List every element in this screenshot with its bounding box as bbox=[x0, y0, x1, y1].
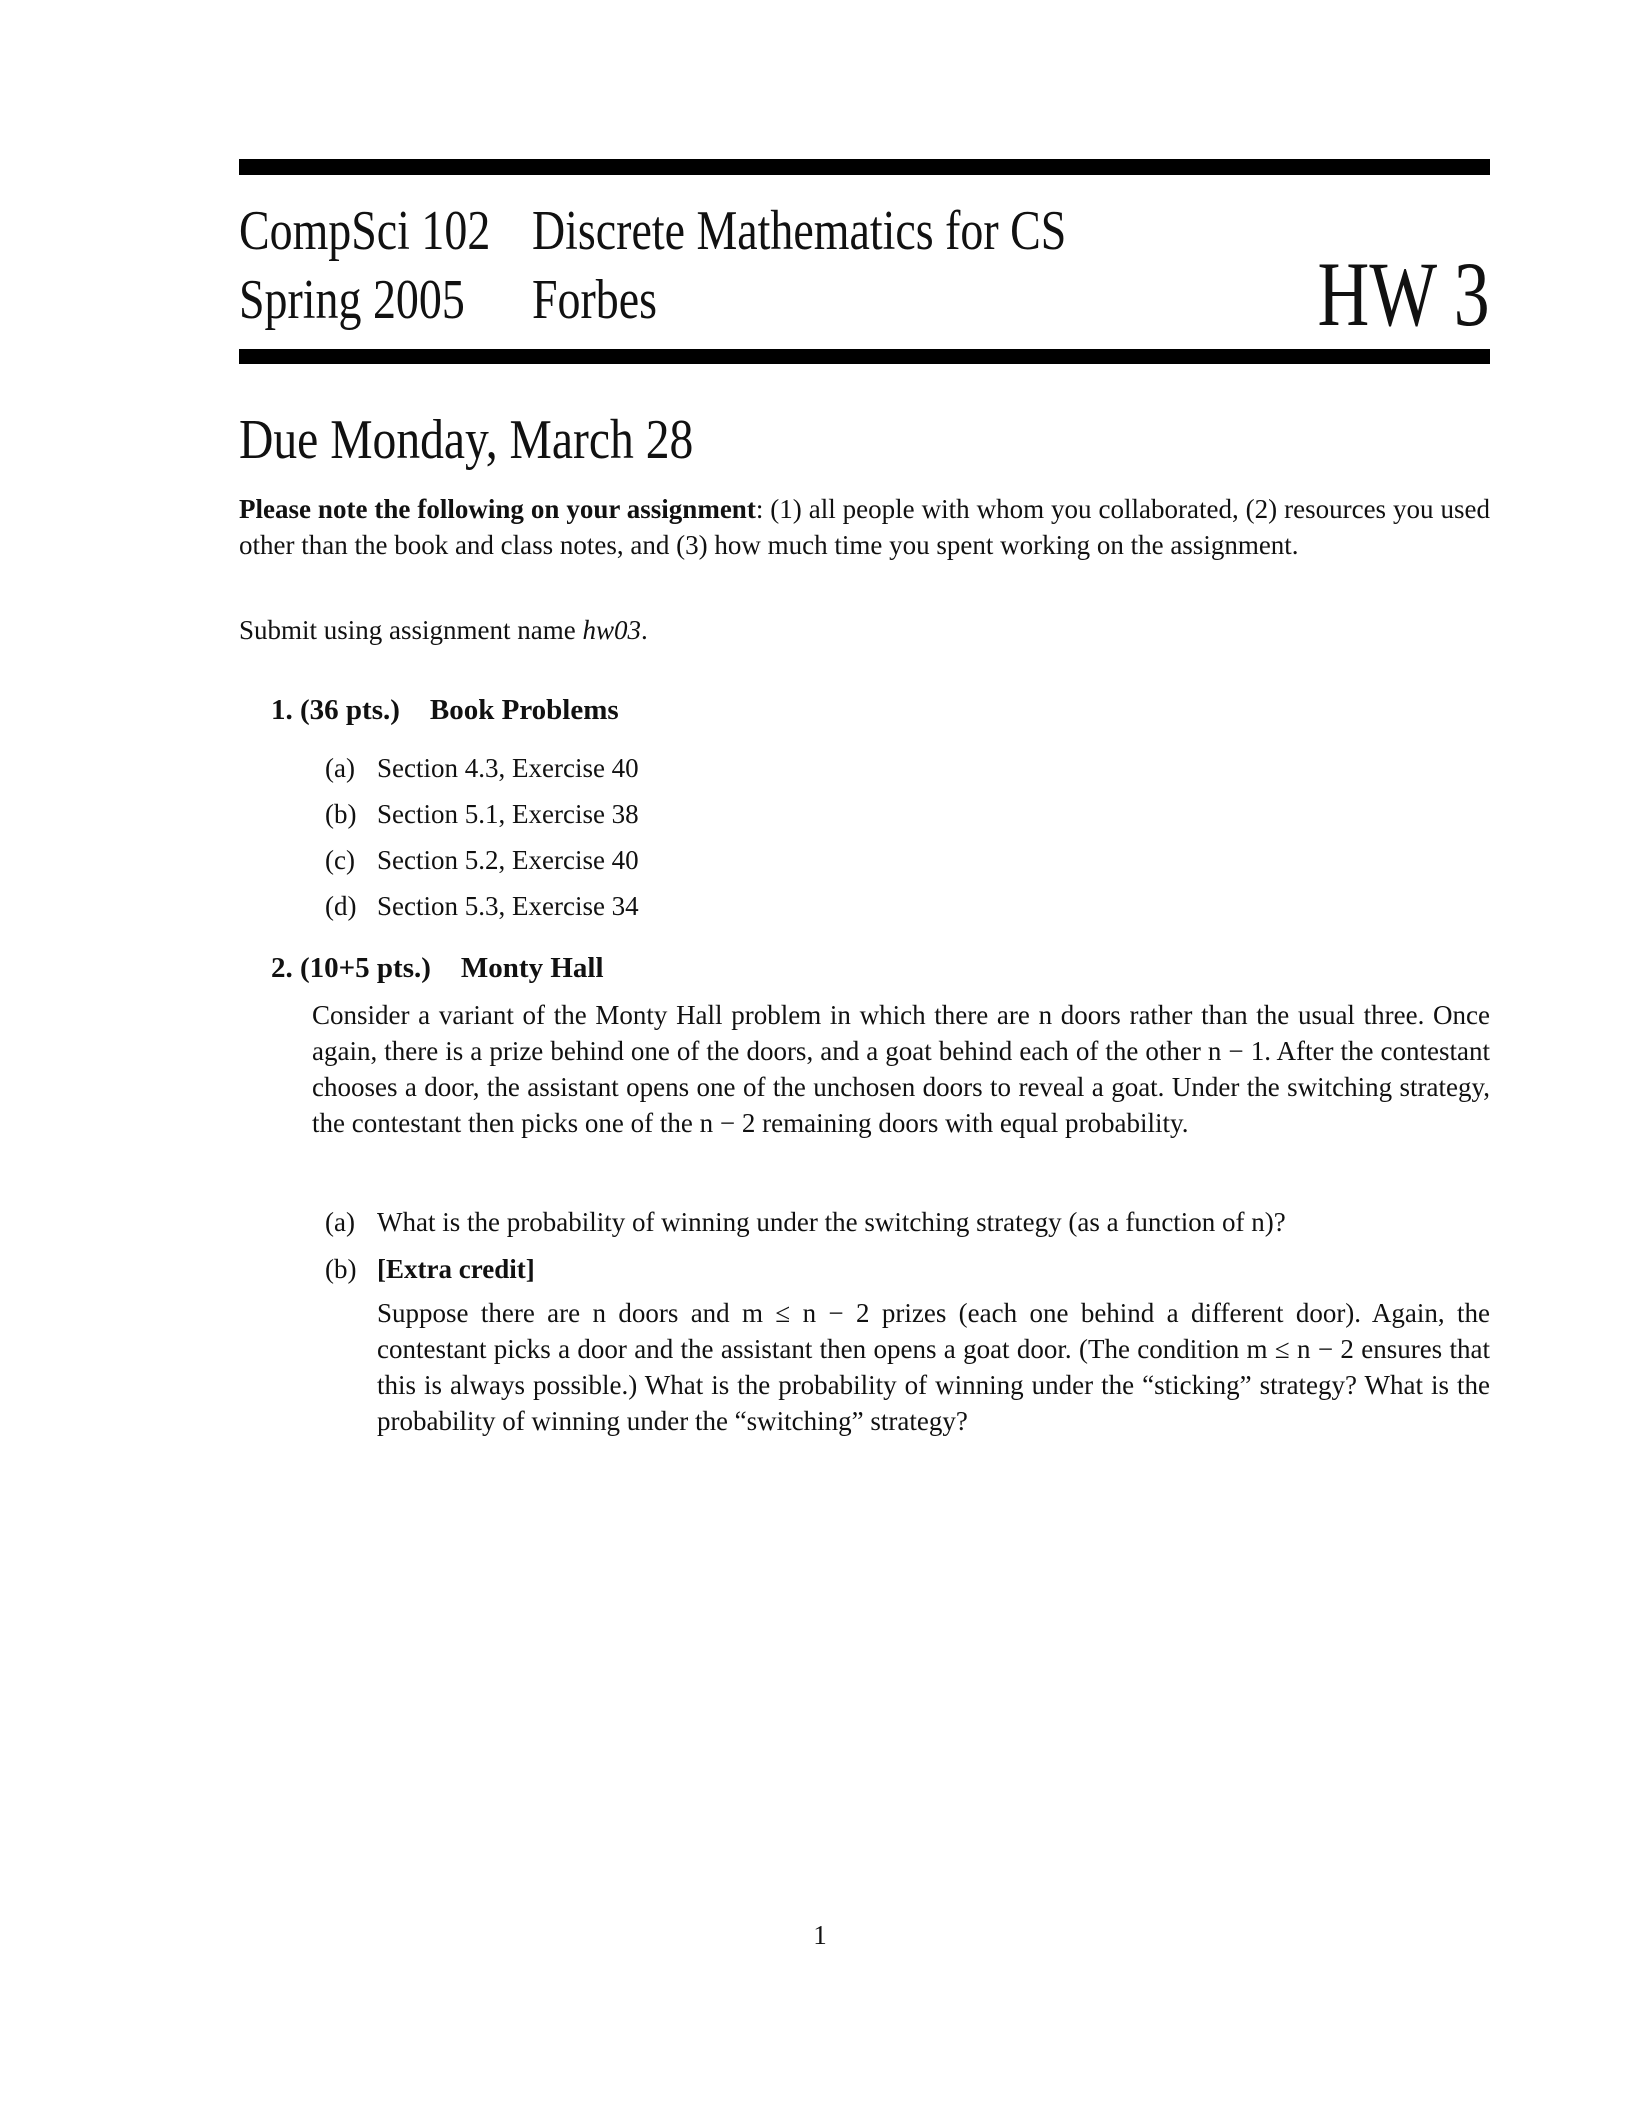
extra-credit-label: [Extra credit] bbox=[377, 1254, 535, 1284]
problem-2-title: Monty Hall bbox=[460, 952, 604, 984]
item-text: Section 5.3, Exercise 34 bbox=[377, 891, 639, 921]
problem-1-item bbox=[325, 799, 639, 830]
problem-1-item bbox=[325, 891, 639, 922]
instructor: Forbes bbox=[532, 269, 658, 331]
problem-2-intro: Consider a variant of the Monty Hall problem in which there are n doors rather than the usual three. Once again, there is a prize behind one of the doors, and a goat behind each of the other n − 1. After the contestant chooses a door, the assistant opens one of the unchosen doors to reveal a goat. Under the switching strategy, the contestant then picks one of the n − 2 remaining doors with equal probability. bbox=[312, 1000, 1490, 1138]
due-date: Due Monday, March 28 bbox=[239, 409, 694, 471]
item-label: (d) bbox=[325, 891, 357, 921]
problem-2-heading bbox=[271, 952, 604, 985]
term: Spring 2005 bbox=[239, 269, 465, 331]
item-label: (a) bbox=[325, 753, 355, 783]
submit-suffix: . bbox=[641, 615, 648, 645]
note-text: : (1) all people with whom you collaborated, (2) resources you used other than the book and class notes, and (3) how much time you spent working on the assignment. bbox=[239, 494, 1490, 560]
problem-2-part-a bbox=[325, 1207, 1286, 1238]
item-text: Section 5.1, Exercise 38 bbox=[377, 799, 639, 829]
item-text: Section 4.3, Exercise 40 bbox=[377, 753, 639, 783]
collaboration-note bbox=[239, 491, 1490, 563]
problem-2-part-b-heading bbox=[325, 1254, 535, 1285]
problem-1-heading bbox=[271, 694, 619, 727]
assignment-name: hw03 bbox=[582, 615, 642, 645]
note-lead: Please note the following on your assignment bbox=[239, 494, 756, 524]
problem-2-part-b-text: Suppose there are n doors and m ≤ n − 2 prizes (each one behind a different door). Again, the contestant picks a door and the assistant then opens a goat door. (The condition m ≤ n − 2 ensures that this is always possible.) What is the probability of winning under the “sticking” strategy? What is the probability of winning under the “switching” strategy? bbox=[377, 1298, 1490, 1436]
problem-2-number: 2. (10+5 pts.) bbox=[271, 952, 431, 984]
problem-1-item bbox=[325, 753, 639, 784]
part-a-label: (a) bbox=[325, 1207, 355, 1237]
submit-prefix: Submit using assignment name bbox=[239, 615, 583, 645]
submit-instructions bbox=[239, 612, 1490, 648]
course-code: CompSci 102 bbox=[239, 200, 491, 262]
page-number: 1 bbox=[813, 1920, 827, 1950]
homework-label: HW 3 bbox=[1317, 243, 1490, 345]
part-b-label: (b) bbox=[325, 1254, 357, 1284]
problem-1-title: Book Problems bbox=[429, 694, 619, 726]
item-text: Section 5.2, Exercise 40 bbox=[377, 845, 639, 875]
course-title: Discrete Mathematics for CS bbox=[532, 200, 1067, 262]
header-bottom-rule bbox=[239, 349, 1490, 364]
item-label: (c) bbox=[325, 845, 355, 875]
item-label: (b) bbox=[325, 799, 357, 829]
problem-1-item bbox=[325, 845, 639, 876]
problem-1-number: 1. (36 pts.) bbox=[271, 694, 400, 726]
part-a-text: What is the probability of winning under the switching strategy (as a function of n)? bbox=[377, 1207, 1286, 1237]
header-top-rule bbox=[239, 159, 1490, 175]
